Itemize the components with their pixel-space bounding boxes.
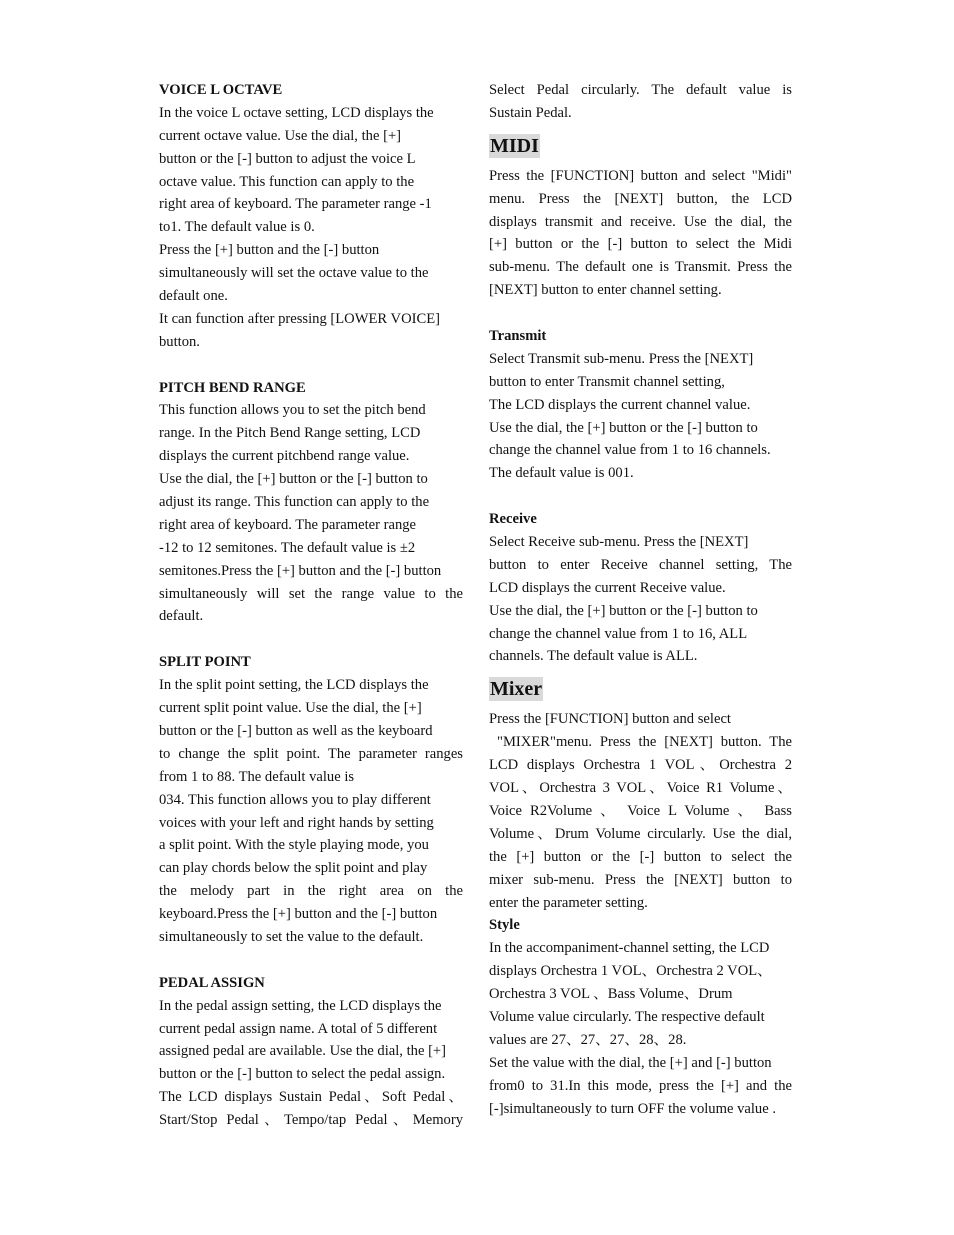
spacer <box>159 949 463 972</box>
text-line: -12 to 12 semitones. The default value is ±2 <box>159 539 416 556</box>
heading-mixer: Mixer <box>490 678 543 701</box>
text-line: current octave value. Use the dial, the [+] <box>159 127 402 144</box>
text-line: adjust its range. This function can apply to the <box>159 494 430 511</box>
text-line: In the voice L octave setting, LCD displays the <box>159 104 434 121</box>
text-line: sub-menu. The default one is Transmit. Press the <box>489 259 792 276</box>
section-title-pedal-assign: PEDAL ASSIGN <box>159 974 265 991</box>
text-line: button or the [-] button to select the pedal assign. <box>159 1066 446 1083</box>
text-line: Orchestra 3 VOL 、Bass Volume、Drum <box>489 986 733 1003</box>
text-line: This function allows you to set the pitch bend <box>159 402 426 419</box>
text-line: button to enter Receive channel setting, The <box>489 556 792 573</box>
text-line: Press the [FUNCTION] button and select <box>489 711 731 728</box>
text-line: Press the [FUNCTION] button and select "Midi" <box>489 167 792 184</box>
text-line: Use the dial, the [+] button or the [-] button to <box>159 471 428 488</box>
heading-midi: MIDI <box>490 134 539 157</box>
text-line: the [+] button or the [-] button to select the <box>489 848 792 865</box>
text-line: current pedal assign name. A total of 5 different <box>159 1020 438 1037</box>
text-line: menu. Press the [NEXT] button, the LCD <box>489 190 792 207</box>
text-line: displays transmit and receive. Use the dial, the <box>489 213 792 230</box>
text-line: Volume、Drum Volume circularly. Use the dial, <box>489 825 792 842</box>
right-column <box>489 79 792 1120</box>
text-line: In the accompaniment-channel setting, the LCD <box>489 940 770 957</box>
section-title-receive: Receive <box>489 511 537 528</box>
text-line: simultaneously will set the range value to the <box>159 585 463 602</box>
text-line: Start/Stop Pedal、Tempo/tap Pedal、Memory <box>159 1112 463 1129</box>
text-line: Sustain Pedal. <box>489 104 572 121</box>
text-line: simultaneously to set the value to the default. <box>159 928 424 945</box>
text-line: button to enter Transmit channel setting, <box>489 373 725 390</box>
text-line: change the channel value from 1 to 16 channels. <box>489 442 771 459</box>
spacer <box>159 628 463 651</box>
text-line: values are 27、27、27、28、28. <box>489 1031 687 1048</box>
text-line: current split point value. Use the dial, the [+] <box>159 700 422 717</box>
text-line: Select Transmit sub-menu. Press the [NEXT] <box>489 350 754 367</box>
text-line: voices with your left and right hands by setting <box>159 814 434 831</box>
text-line: range. In the Pitch Bend Range setting, LCD <box>159 425 421 442</box>
text-line: LCD displays Orchestra 1 VOL、Orchestra 2 <box>489 757 792 774</box>
text-line: VOL、Orchestra 3 VOL、Voice R1 Volume、 <box>489 780 792 797</box>
text-line: button. <box>159 333 200 350</box>
section-title-split-point: SPLIT POINT <box>159 654 251 671</box>
text-line: to change the split point. The parameter ranges <box>159 745 463 762</box>
text-line: Select Pedal circularly. The default value is <box>489 82 792 98</box>
left-column <box>159 79 463 1132</box>
text-line: mixer sub-menu. Press the [NEXT] button to <box>489 871 792 888</box>
text-line: LCD displays the current Receive value. <box>489 579 726 596</box>
text-line: channels. The default value is ALL. <box>489 648 698 665</box>
section-title-transmit: Transmit <box>489 328 547 345</box>
text-line: It can function after pressing [LOWER VOICE] <box>159 310 440 327</box>
section-title-style: Style <box>489 917 520 934</box>
text-line: [-]simultaneously to turn OFF the volume value . <box>489 1100 776 1117</box>
text-line: "MIXER"menu. Press the [NEXT] button. The <box>497 734 792 751</box>
spacer <box>489 485 792 508</box>
spacer <box>159 354 463 377</box>
text-line: semitones.Press the [+] button and the [-] button <box>159 562 442 579</box>
text-line: simultaneously will set the octave value to the <box>159 265 429 282</box>
text-line: the melody part in the right area on the <box>159 883 463 900</box>
text-line: button or the [-] button to adjust the voice L <box>159 150 416 167</box>
text-line: The default value is 001. <box>489 465 634 482</box>
text-line: [NEXT] button to enter channel setting. <box>489 282 722 299</box>
text-line: default one. <box>159 288 228 305</box>
text-line: Voice R2Volume 、 Voice L Volume 、 Bass <box>489 802 792 819</box>
text-line: right area of keyboard. The parameter range -1 <box>159 196 432 213</box>
text-line: default. <box>159 608 204 625</box>
text-line: [+] button or the [-] button to select the Midi <box>489 236 792 253</box>
text-line: Set the value with the dial, the [+] and [-] button <box>489 1054 772 1071</box>
text-line: Use the dial, the [+] button or the [-] button to <box>489 419 758 436</box>
text-line: can play chords below the split point and play <box>159 860 428 877</box>
text-line: displays the current pitchbend range value. <box>159 448 410 465</box>
text-line: a split point. With the style playing mode, you <box>159 837 429 854</box>
text-line: Use the dial, the [+] button or the [-] button to <box>489 602 758 619</box>
text-line: Select Receive sub-menu. Press the [NEXT] <box>489 534 749 551</box>
text-line: displays Orchestra 1 VOL、Orchestra 2 VOL、 <box>489 963 772 980</box>
text-line: The LCD displays the current channel value. <box>489 396 751 413</box>
text-line: enter the parameter setting. <box>489 894 648 911</box>
text-line: to1. The default value is 0. <box>159 219 315 236</box>
text-line: octave value. This function can apply to the <box>159 173 415 190</box>
text-line: Volume value circularly. The respective default <box>489 1008 765 1025</box>
text-line: right area of keyboard. The parameter range <box>159 516 417 533</box>
text-line: Press the [+] button and the [-] button <box>159 242 380 259</box>
text-line: In the pedal assign setting, the LCD displays the <box>159 997 442 1014</box>
text-line: In the split point setting, the LCD displays the <box>159 677 429 694</box>
section-title-pitch-bend-range: PITCH BEND RANGE <box>159 379 306 396</box>
text-line: from0 to 31.In this mode, press the [+] and the <box>489 1077 792 1094</box>
text-line: 034. This function allows you to play different <box>159 791 431 808</box>
text-line: keyboard.Press the [+] button and the [-] button <box>159 906 438 923</box>
text-line: assigned pedal are available. Use the dial, the [+] <box>159 1043 447 1060</box>
text-line: The LCD displays Sustain Pedal、Soft Pedal、 <box>159 1089 463 1106</box>
text-line: button or the [-] button as well as the keyboard <box>159 722 433 739</box>
spacer <box>489 302 792 325</box>
text-line: from 1 to 88. The default value is <box>159 768 355 785</box>
section-title-voice-l-octave: VOICE L OCTAVE <box>159 82 283 98</box>
text-line: change the channel value from 1 to 16, ALL <box>489 625 748 642</box>
